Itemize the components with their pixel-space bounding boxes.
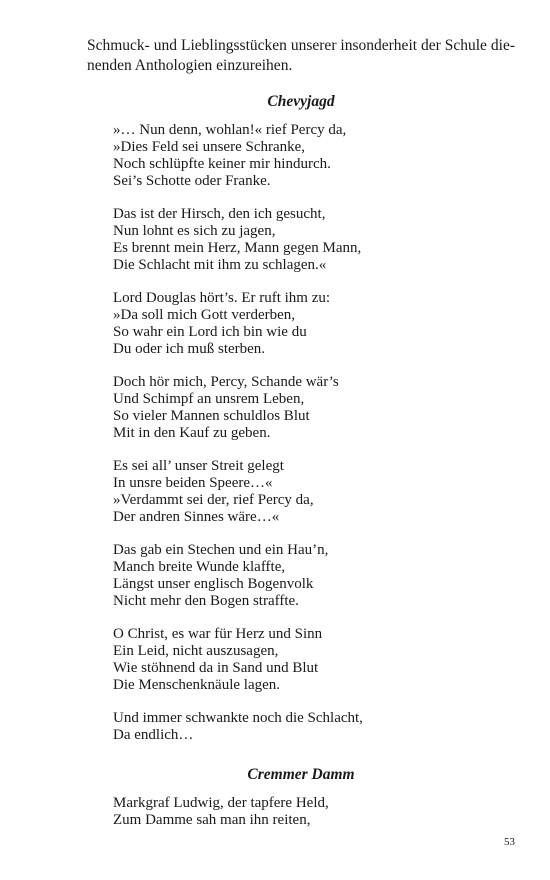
poem-chevyjagd-stanza-8 <box>113 710 513 744</box>
intro-line: Schmuck- und Lieblingsstücken unserer insonderheit der Schule die- <box>87 37 515 54</box>
verse-line: Da endlich… <box>113 727 194 743</box>
poem-chevyjagd-stanza-4 <box>113 374 513 442</box>
verse-line: Nun lohnt es sich zu jagen, <box>113 223 276 239</box>
verse-line: Es sei all’ unser Streit gelegt <box>113 458 284 474</box>
verse-line: Doch hör mich, Percy, Schande wär’s <box>113 374 339 390</box>
verse-line: »Verdammt sei der, rief Percy da, <box>113 492 314 508</box>
verse-line: Zum Damme sah man ihn reiten, <box>113 812 311 828</box>
verse-line: Noch schlüpfte keiner mir hindurch. <box>113 156 331 172</box>
verse-line: Die Schlacht mit ihm zu schlagen.« <box>113 257 327 273</box>
verse-line: Nicht mehr den Bogen straffte. <box>113 593 299 609</box>
verse-line: Mit in den Kauf zu geben. <box>113 425 271 441</box>
verse-line: Manch breite Wunde klaffte, <box>113 559 286 575</box>
verse-line: Längst unser englisch Bogenvolk <box>113 576 314 592</box>
poem-title-cremmer-damm: Cremmer Damm <box>247 766 355 783</box>
verse-line: O Christ, es war für Herz und Sinn <box>113 626 323 642</box>
verse-line: Lord Douglas hört’s. Er ruft ihm zu: <box>113 290 331 306</box>
stanza <box>113 795 513 829</box>
verse-line: Und Schimpf an unsrem Leben, <box>113 391 305 407</box>
verse-line: Du oder ich muß sterben. <box>113 341 266 357</box>
stanza <box>113 710 513 744</box>
stanza <box>113 626 513 694</box>
verse-line: Die Menschenknäule lagen. <box>113 677 281 693</box>
verse-line: Das gab ein Stechen und ein Hau’n, <box>113 542 329 558</box>
poem-title-chevyjagd: Chevyjagd <box>267 93 335 110</box>
verse-line: Sei’s Schotte oder Franke. <box>113 173 271 189</box>
intro-paragraph <box>87 36 515 76</box>
stanza <box>113 374 513 442</box>
verse-line: Es brennt mein Herz, Mann gegen Mann, <box>113 240 362 256</box>
verse-line: So vieler Mannen schuldlos Blut <box>113 408 310 424</box>
verse-line: In unsre beiden Speere…« <box>113 475 273 491</box>
verse-line: »Da soll mich Gott verderben, <box>113 307 296 323</box>
page-number: 53 <box>504 836 515 848</box>
poem-chevyjagd-stanza-3 <box>113 290 513 358</box>
stanza <box>113 206 513 274</box>
verse-line: »… Nun denn, wohlan!« rief Percy da, <box>113 122 347 138</box>
poem-chevyjagd <box>113 122 513 190</box>
poem-chevyjagd-stanza-6 <box>113 542 513 610</box>
stanza <box>113 290 513 358</box>
stanza <box>113 458 513 526</box>
intro-line: nenden Anthologien einzureihen. <box>87 57 293 74</box>
stanza <box>113 542 513 610</box>
poem-chevyjagd-stanza-5 <box>113 458 513 526</box>
verse-line: Der andren Sinnes wäre…« <box>113 509 280 525</box>
stanza <box>113 122 513 190</box>
verse-line: »Dies Feld sei unsere Schranke, <box>113 139 306 155</box>
poem-chevyjagd-stanza-7 <box>113 626 513 694</box>
verse-line: So wahr ein Lord ich bin wie du <box>113 324 307 340</box>
verse-line: Wie stöhnend da in Sand und Blut <box>113 660 319 676</box>
verse-line: Markgraf Ludwig, der tapfere Held, <box>113 795 329 811</box>
verse-line: Und immer schwankte noch die Schlacht, <box>113 710 363 726</box>
poem-cremmer-damm <box>113 795 513 829</box>
verse-line: Ein Leid, nicht auszusagen, <box>113 643 279 659</box>
poem-chevyjagd-stanza-2 <box>113 206 513 274</box>
verse-line: Das ist der Hirsch, den ich gesucht, <box>113 206 326 222</box>
